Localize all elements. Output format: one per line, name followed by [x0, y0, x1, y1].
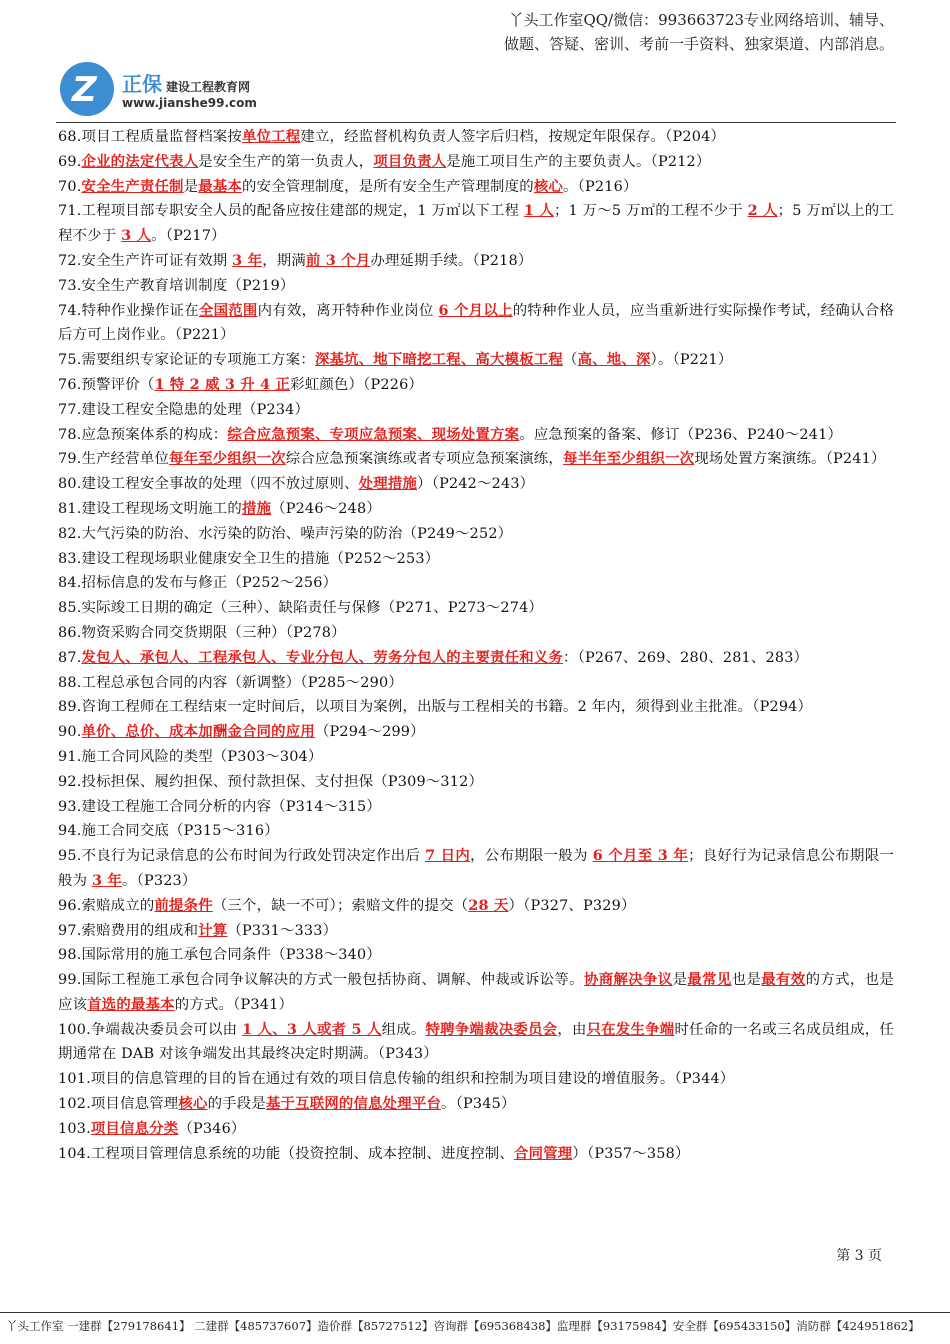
item-text: 75.需要组织专家论证的专项施工方案：	[58, 352, 315, 369]
list-item	[58, 894, 894, 919]
header-note-line1: 丫头工作室QQ/微信：993663723专业网络培训、辅导、	[508, 11, 894, 29]
highlighted-keyword: 高、地、深	[577, 351, 651, 369]
item-text: 93.建设工程施工合同分析的内容（P314～315）	[58, 798, 381, 815]
item-text: 彩虹颜色）（P226）	[290, 376, 424, 393]
item-text: 。（P216）	[563, 178, 638, 195]
list-item	[58, 720, 894, 745]
list-item	[58, 522, 894, 547]
item-text: ，公布期限一般为	[470, 848, 593, 865]
list-item	[58, 844, 894, 894]
item-text: 84.招标信息的发布与修正（P252～256）	[58, 575, 338, 592]
highlighted-keyword: 28 天	[468, 896, 509, 914]
list-item	[58, 795, 894, 820]
highlighted-keyword: 1 人	[523, 202, 554, 220]
highlighted-keyword: 只在发生争端	[586, 1020, 675, 1038]
item-text: 94.施工合同交底（P315～316）	[58, 823, 279, 840]
item-text: （三个，缺一不可）；索赔文件的提交（	[212, 897, 469, 914]
highlighted-keyword: 项目信息分类	[90, 1119, 179, 1137]
item-text: 68.项目工程质量监督档案按	[58, 129, 242, 145]
list-item	[58, 249, 894, 274]
highlighted-keyword: 处理措施	[358, 475, 418, 493]
item-text: 77.建设工程安全隐患的处理（P234）	[58, 401, 310, 418]
item-text: 78.应急预案体系的构成：	[58, 426, 228, 443]
item-text: 是	[183, 178, 199, 195]
list-item	[58, 968, 894, 1018]
highlighted-keyword: 前 3 个月	[305, 251, 371, 269]
item-text: 的方式。（P341）	[174, 996, 294, 1013]
logo-brand: 正保 建设工程教育网	[122, 72, 251, 96]
list-item	[58, 1067, 894, 1092]
highlighted-keyword: 计算	[198, 921, 228, 939]
highlighted-keyword: 6 个月以上	[438, 301, 513, 319]
item-text: 办理延期手续。（P218）	[370, 252, 533, 269]
list-item	[58, 919, 894, 944]
highlighted-keyword: 协商解决争议	[583, 971, 673, 989]
item-text: ）（P357～358）	[572, 1145, 690, 1162]
item-text: 88.工程总承包合同的内容（新调整）（P285～290）	[58, 674, 403, 691]
item-text: 86.物资采购合同交货期限（三种）（P278）	[58, 624, 346, 641]
item-text: ，由	[557, 1021, 587, 1038]
highlighted-keyword: 企业的法定代表人	[81, 152, 199, 170]
item-text: 73.安全生产教育培训制度（P219）	[58, 277, 295, 294]
item-text: 70.	[58, 178, 82, 195]
list-item	[58, 125, 894, 150]
list-item	[58, 943, 894, 968]
highlighted-keyword: 特聘争端裁决委员会	[425, 1020, 558, 1038]
highlighted-keyword: 安全生产责任制	[81, 177, 184, 195]
list-item	[58, 770, 894, 795]
item-text: 内有效，离开特种作业岗位	[257, 302, 439, 319]
list-item	[58, 150, 894, 175]
highlighted-keyword: 发包人、承包人、工程承包人、专业分包人、劳务分包人的主要责任和义务	[81, 648, 563, 666]
item-text: 85.实际竣工日期的确定（三种）、缺陷责任与保修（P271、P273～274）	[58, 600, 544, 617]
item-text: 89.咨询工程师在工程结束一定时间后，以项目为案例，出版与工程相关的书籍。2 年内，须得到业主批准。（P294）	[58, 699, 813, 716]
list-item	[58, 671, 894, 696]
list-item	[58, 695, 894, 720]
highlighted-keyword: 最常见	[687, 971, 732, 989]
item-text: 102.项目信息管理	[58, 1096, 179, 1113]
item-text: 87.	[58, 649, 82, 666]
highlighted-keyword: 项目负责人	[373, 152, 447, 170]
logo-url: www.jianshe99.com	[122, 96, 257, 110]
item-text: （P331～333）	[227, 922, 338, 939]
highlighted-keyword: 每半年至少组织一次	[563, 450, 695, 468]
item-text: 。（P323）	[121, 872, 197, 889]
item-text: 100.争端裁决委员会可以由	[58, 1021, 243, 1038]
item-text: 101.项目的信息管理的目的旨在通过有效的项目信息传输的组织和控制为项目建设的增值服务。（P344）	[58, 1071, 735, 1088]
item-text: （P294～299）	[314, 724, 425, 741]
highlighted-keyword: 最基本	[198, 177, 243, 195]
item-text: 97.索赔费用的组成和	[58, 922, 199, 939]
highlighted-keyword: 2 人	[747, 202, 778, 220]
highlighted-keyword: 每年至少组织一次	[169, 450, 286, 468]
page-number: 第 3 页	[836, 1248, 882, 1264]
highlighted-keyword: 综合应急预案、专项应急预案、现场处置方案	[227, 425, 520, 443]
logo-sub: 建设工程教育网	[166, 80, 251, 94]
item-text: 104.工程项目管理信息系统的功能（投资控制、成本控制、进度控制、	[58, 1145, 514, 1162]
item-text: 。应急预案的备案、修订（P236、P240～241）	[519, 426, 843, 443]
item-text: 的安全管理制度，是所有安全生产管理制度的	[242, 178, 534, 195]
item-text: 。（P345）	[441, 1096, 516, 1113]
item-text: ：（P267、269、280、281、283）	[563, 649, 809, 666]
list-item	[58, 447, 894, 472]
highlighted-keyword: 基于互联网的信息处理平台	[265, 1095, 442, 1113]
item-text: 综合应急预案演练或者专项应急预案演练，	[285, 451, 563, 468]
item-text: 98.国际常用的施工承包合同条件（P338～340）	[58, 947, 381, 964]
header-divider	[56, 122, 896, 123]
list-item	[58, 571, 894, 596]
item-text: （	[562, 352, 578, 369]
item-text: ）（P242～243）	[417, 476, 535, 493]
item-text: 的方式，也是应该	[58, 972, 895, 1013]
highlighted-keyword: 前提条件	[154, 896, 213, 914]
list-item	[58, 299, 894, 349]
highlighted-keyword: 3 年	[91, 871, 122, 889]
list-item	[58, 621, 894, 646]
list-item	[58, 348, 894, 373]
highlighted-keyword: 1 特 2 威 3 升 4 正	[154, 375, 291, 393]
item-text: ）。（P221）	[650, 352, 733, 369]
list-item	[58, 274, 894, 299]
highlighted-keyword: 全国范围	[198, 301, 258, 319]
item-text: （P246～248）	[271, 500, 381, 517]
highlighted-keyword: 首选的最基本	[87, 995, 175, 1013]
highlighted-keyword: 最有效	[761, 971, 806, 989]
document-body	[58, 125, 894, 1166]
item-text: 80.建设工程安全事故的处理（四不放过原则、	[58, 476, 359, 493]
list-item	[58, 199, 894, 249]
item-text: 74.特种作业操作证在	[58, 302, 199, 319]
item-text: 72.安全生产许可证有效期	[58, 252, 233, 269]
list-item	[58, 745, 894, 770]
item-text: 69.	[58, 153, 82, 170]
item-text: 99.国际工程施工承包合同争议解决的方式一般包括协商、调解、仲裁或诉讼等。	[58, 972, 584, 989]
item-text: 。（P217）	[151, 228, 226, 245]
item-text: 95.不良行为记录信息的公布时间为行政处罚决定作出后	[58, 848, 426, 865]
footer-text: 丫头工作室 一建群【279178641】 二建群【485737607】造价群【85727512】咨询群【695368438】监理群【93175984】安全群【695433150】消防群【424951862】	[6, 1319, 920, 1333]
item-text: 103.	[58, 1120, 91, 1137]
item-text: 81.建设工程现场文明施工的	[58, 500, 242, 517]
item-text: 现场处置方案演练。（P241）	[694, 451, 886, 468]
highlighted-keyword: 核心	[533, 177, 564, 195]
list-item	[58, 819, 894, 844]
list-item	[58, 497, 894, 522]
highlighted-keyword: 3 人	[121, 227, 152, 245]
item-text: 82.大气污染的防治、水污染的防治、噪声污染的防治（P249～252）	[58, 525, 513, 542]
item-text: 92.投标担保、履约担保、预付款担保、支付担保（P309～312）	[58, 773, 484, 790]
item-text: 是	[672, 972, 688, 989]
highlighted-keyword: 深基坑、地下暗挖工程、高大模板工程	[314, 351, 563, 369]
header-note	[374, 8, 894, 56]
item-text: 79.生产经营单位	[58, 451, 170, 468]
list-item	[58, 472, 894, 497]
list-item	[58, 547, 894, 572]
item-text: 90.	[58, 724, 82, 741]
item-text: ；5 万㎡以上的工程不少于	[58, 203, 895, 245]
list-item	[58, 373, 894, 398]
item-text: 建立，经监督机构负责人签字后归档，按规定年限保存。（P204）	[300, 129, 726, 145]
logo	[60, 58, 320, 118]
highlighted-keyword: 措施	[241, 499, 272, 517]
highlighted-keyword: 3 年	[232, 251, 263, 269]
item-text: 76.预警评价（	[58, 376, 155, 393]
highlighted-keyword: 核心	[178, 1095, 208, 1113]
list-item	[58, 1018, 894, 1068]
item-text: ）（P327、P329）	[508, 897, 636, 914]
item-text: 时任命的一名或三名成员组成，任期通常在 DAB 对该争端发出其最终决定时期满。（P343）	[58, 1021, 894, 1063]
item-text: 83.建设工程现场职业健康安全卫生的措施（P252～253）	[58, 550, 440, 567]
item-text: 组成。	[381, 1021, 426, 1038]
item-text: 96.索赔成立的	[58, 897, 155, 914]
item-text: 91.施工合同风险的类型（P303～304）	[58, 748, 323, 765]
item-text: ，期满	[262, 252, 306, 269]
list-item	[58, 596, 894, 621]
highlighted-keyword: 单价、总价、成本加酬金合同的应用	[81, 723, 315, 741]
highlighted-keyword: 单位工程	[241, 128, 301, 145]
footer-divider	[0, 1312, 950, 1313]
list-item	[58, 1117, 894, 1142]
list-item	[58, 423, 894, 448]
item-text: （P346）	[178, 1120, 246, 1137]
item-text: 是安全生产的第一负责人，	[198, 153, 374, 170]
item-text: 的特种作业人员，应当重新进行实际操作考试，经确认合格后方可上岗作业。（P221）	[58, 302, 894, 344]
item-text: 71.工程项目部专职安全人员的配备应按住建部的规定，1 万㎡以下工程	[58, 203, 524, 220]
list-item	[58, 398, 894, 423]
highlighted-keyword: 7 日内	[425, 847, 471, 865]
item-text: ；1 万～5 万㎡的工程不少于	[553, 203, 748, 220]
list-item	[58, 646, 894, 671]
list-item	[58, 175, 894, 200]
highlighted-keyword: 1 人、3 人或者 5 人	[242, 1020, 382, 1038]
list-item	[58, 1142, 894, 1167]
item-text: 的手段是	[207, 1096, 266, 1113]
item-text: ；良好行为记录信息公布期限一般为	[58, 848, 895, 889]
highlighted-keyword: 6 个月至 3 年	[592, 847, 689, 865]
logo-mark-icon: Z	[60, 62, 114, 116]
item-text: 是施工项目生产的主要负责人。（P212）	[446, 153, 711, 170]
item-text: 也是	[731, 972, 762, 989]
header-note-line2: 做题、答疑、密训、考前一手资料、独家渠道、内部消息。	[503, 35, 894, 53]
highlighted-keyword: 合同管理	[513, 1144, 573, 1162]
list-item	[58, 1092, 894, 1117]
